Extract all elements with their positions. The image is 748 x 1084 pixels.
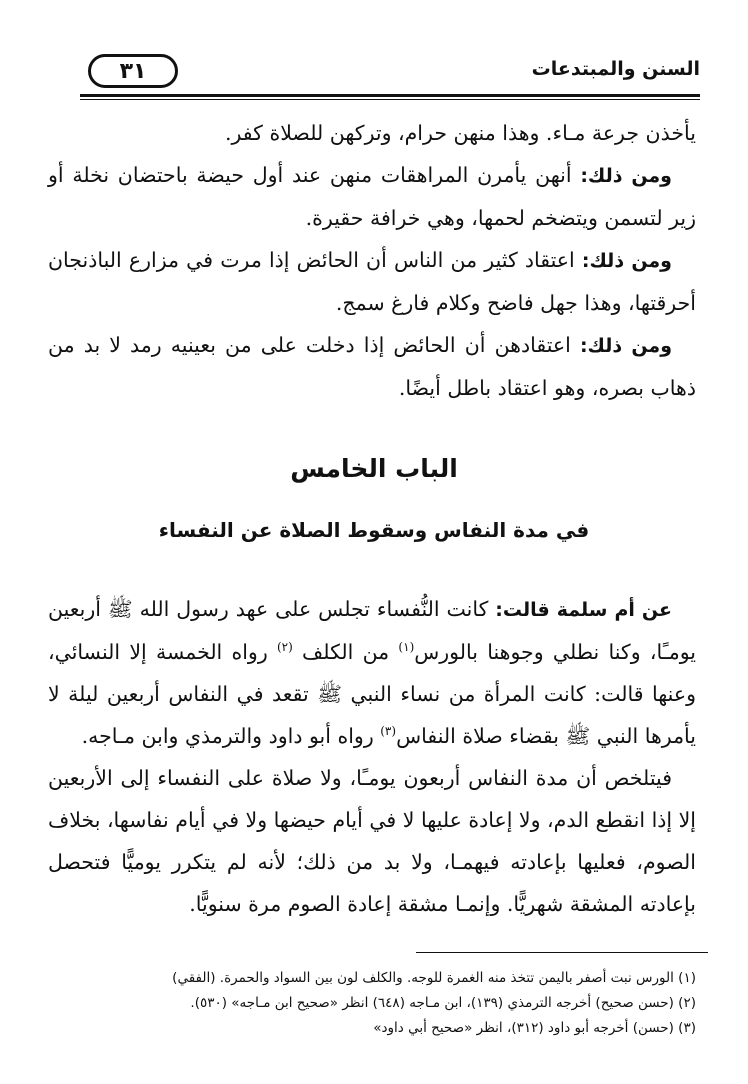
footnote-1: (١) الورس نبت أصفر باليمن تتخذ منه الغمرة للوجه. والكلف لون بين السواد والحمرة. (الفقي) xyxy=(172,970,696,986)
footnote-separator xyxy=(416,952,708,953)
paragraph-text: من الكلف xyxy=(292,640,399,664)
paragraph-lead: ومن ذلك: xyxy=(580,165,672,187)
footnote-2: (٢) (حسن صحيح) أخرجه الترمذي (١٣٩)، ابن مـاجه (٦٤٨) انظر «صحيح ابن مـاجه» (٥٣٠). xyxy=(190,995,696,1011)
paragraph-text: أنهن يأمرن المراهقات منهن عند أول حيضة باحتضان نخلة أو زير لتسمن ويتضخم لحمها، وهي خرافة حقيرة. xyxy=(48,163,696,230)
footnote-ref-2[interactable]: (٢) xyxy=(276,640,293,655)
paragraph-3 xyxy=(48,239,696,324)
paragraph-text: كانت النُّفساء تجلس على عهد رسول الله ﷺ أربعين يومـًا، وكنا نطلي وجوهنا بالورس xyxy=(48,597,696,664)
page-number: ٣١ xyxy=(88,54,178,88)
chapter-title: الباب الخامس xyxy=(290,454,458,483)
hadith-paragraph xyxy=(48,588,696,757)
running-header xyxy=(80,52,700,100)
section-two-text xyxy=(48,588,696,925)
chapter-subtitle: في مدة النفاس وسقوط الصلاة عن النفساء xyxy=(158,518,590,542)
paragraph-text: رواه أبو داود والترمذي وابن مـاجه. xyxy=(81,724,381,748)
header-rule-thin xyxy=(80,99,700,100)
paragraph-text: اعتقاد كثير من الناس أن الحائض إذا مرت في مزارع الباذنجان أحرقتها، وهذا جهل فاضح وكلام فارغ سمج. xyxy=(48,248,696,315)
paragraph-lead: عن أم سلمة قالت: xyxy=(495,599,673,621)
footnote-ref-3[interactable]: (٣) xyxy=(380,724,397,739)
footnote-3: (٣) (حسن) أخرجه أبو داود (٣١٢)، انظر «صحيح أبي داود» xyxy=(373,1020,696,1036)
section-one-text xyxy=(48,112,696,409)
paragraph-text: اعتقادهن أن الحائض إذا دخلت على من بعينيه رمد لا بد من ذهاب بصره، وهو اعتقاد باطل أيضًا. xyxy=(48,333,696,400)
footnotes xyxy=(48,966,696,1041)
paragraph-continuation: يأخذن جرعة مـاء. وهذا منهن حرام، وتركهن للصلاة كفر. xyxy=(224,121,696,145)
paragraph-lead: ومن ذلك: xyxy=(579,335,672,357)
footnote-ref-1[interactable]: (١) xyxy=(398,640,415,655)
summary-paragraph: فيتلخص أن مدة النفاس أربعون يومـًا، ولا صلاة على النفساء إلى الأربعين إلا إذا انقطع الدم، ولا إعادة عليها لا في أيام حيضها ولا في أيام نفاسها، بخلاف الصوم، فعليها بإعادته فيهمـا، ولا بد من ذلك؛ لأنه لم يتكرر يوميًّا فتحصل بإعادته المشقة شهريًّا. وإنمـا مشقة إعادة الصوم مرة سنويًّا. xyxy=(48,766,696,916)
paragraph-lead: ومن ذلك: xyxy=(581,250,672,272)
paragraph-2 xyxy=(48,154,696,239)
header-title: السنن والمبتدعات xyxy=(531,58,700,80)
header-rule xyxy=(80,94,700,97)
paragraph-text: رواه الخمسة إلا النسائي، وعنها قالت: كانت المرأة من نساء النبي ﷺ تقعد في النفاس أربعين ليلة لا يأمرها النبي ﷺ بقضاء صلاة النفاس xyxy=(48,640,696,748)
paragraph-4 xyxy=(48,324,696,409)
